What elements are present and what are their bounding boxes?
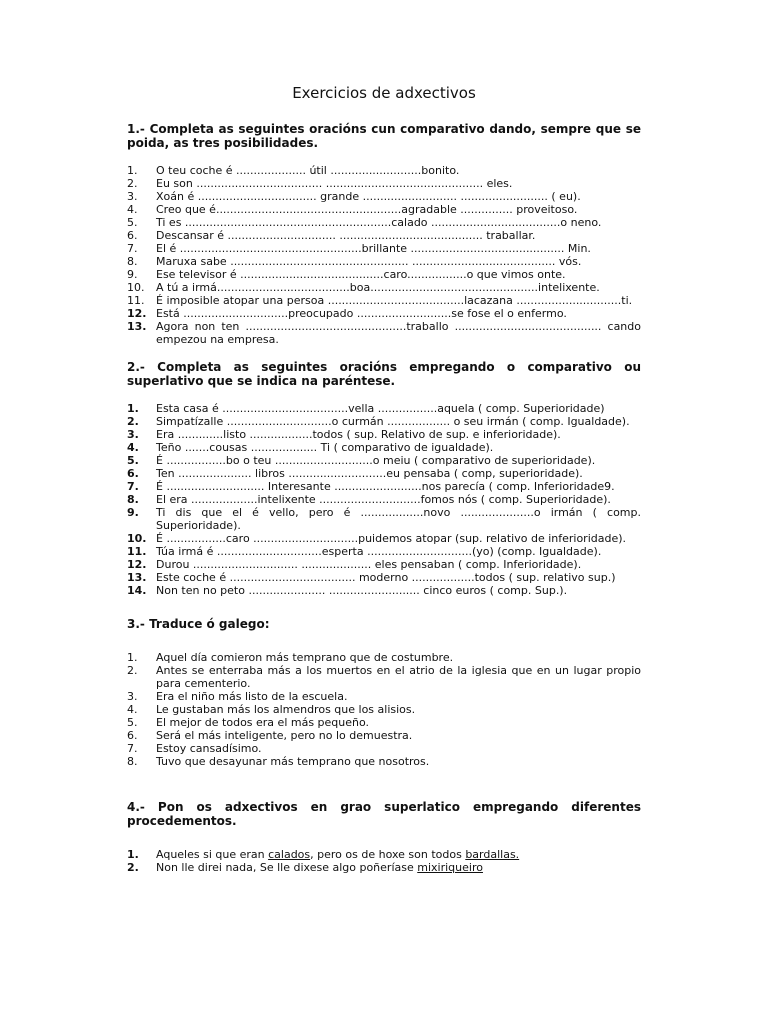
list-item: 9. Ese televisor é .........................................caro.................o que vimos onte. [127, 268, 566, 281]
list-item: 9. Ti dis que el é vello, pero é ..................novo .....................o irmán ( comp. Superioridade). [127, 506, 641, 532]
list-item: 10. A tú a irmá......................................boa................................................intelixente. [127, 281, 600, 294]
section-4-list [127, 848, 641, 874]
section-3-list [127, 651, 641, 768]
section-1-heading: 1.- Completa as seguintes oracións cun comparativo dando, sempre que se poida, as tres posibilidades. [127, 122, 641, 150]
list-item: 4. Creo que é.....................................................agradable ............... proveitoso. [127, 203, 578, 216]
list-item: 1. Aquel día comieron más temprano que de costumbre. [127, 651, 454, 664]
list-item: 12. Durou .............................. .................... eles pensaban ( comp. Inferioridade). [127, 558, 582, 571]
list-item: 8. Maruxa sabe ................................................... ......................................... vós. [127, 255, 582, 268]
list-item: 6. Ten ..................... libros ............................eu pensaba ( comp, superioridade). [127, 467, 583, 480]
list-item: 6. Será el más inteligente, pero no lo demuestra. [127, 729, 413, 742]
list-item: 13. Agora non ten ..............................................traballo .......................................... cando empezou na empresa. [127, 320, 641, 346]
list-item: 8. El era ...................intelixente .............................fomos nós ( comp. Superioridade). [127, 493, 611, 506]
list-item: 1. Esta casa é ....................................vella .................aquela ( comp. Superioridade) [127, 402, 605, 415]
list-item: 11. Túa irmá é ..............................esperta ..............................(yo) (comp. Igualdade). [127, 545, 602, 558]
list-item: 14. Non ten no peto ...................... .......................... cinco euros ( comp. Sup.). [127, 584, 568, 597]
list-item: 10. É .................caro ..............................puidemos atopar (sup. relativo de inferioridade). [127, 532, 627, 545]
list-item: 5. El mejor de todos era el más pequeño. [127, 716, 370, 729]
list-item: 5. Ti es ...........................................................calado .....................................o neno. [127, 216, 602, 229]
list-item: 7. Estoy cansadísimo. [127, 742, 262, 755]
list-item: 7. É ............................ Interesante .........................nos parecía ( comp. Inferioridade9. [127, 480, 615, 493]
list-item: 13. Este coche é .................................... moderno ..................todos ( sup. relativo sup.) [127, 571, 616, 584]
list-item: 1. O teu coche é .................... útil ..........................bonito. [127, 164, 460, 177]
list-item: 1. Aqueles si que eran calados, pero os de hoxe son todos bardallas. [127, 848, 520, 861]
page-title: Exercicios de adxectivos [292, 84, 476, 102]
list-item: 2. Antes se enterraba más a los muertos en el atrio de la iglesia que en un lugar propio para cementerio. [127, 664, 641, 690]
list-item: 8. Tuvo que desayunar más temprano que nosotros. [127, 755, 430, 768]
list-item: 12. Está ..............................preocupado ...........................se fose el o enfermo. [127, 307, 567, 320]
list-item: 7. El é ....................................................brillante ............................................ Min. [127, 242, 591, 255]
section-1-list [127, 164, 641, 346]
list-item: 5. É .................bo o teu ............................o meiu ( comparativo de superioridade). [127, 454, 596, 467]
list-item: 3. Xoán é .................................. grande ........................... ......................... ( eu). [127, 190, 581, 203]
list-item: 2. Non lle direi nada, Se lle dixese algo poñeríase mixiriqueiro [127, 861, 483, 874]
list-item: 2. Eu son .................................... ............................................. eles. [127, 177, 513, 190]
list-item: 4. Le gustaban más los almendros que los alisios. [127, 703, 416, 716]
section-3-heading: 3.- Traduce ó galego: [127, 617, 270, 631]
list-item: 6. Descansar é ............................... ......................................... traballar. [127, 229, 536, 242]
section-2-list [127, 402, 641, 597]
section-2-heading: 2.- Completa as seguintes oracións empregando o comparativo ou superlativo que se indica na paréntese. [127, 360, 641, 388]
section-4-heading: 4.- Pon os adxectivos en grao superlatico empregando diferentes procedementos. [127, 800, 641, 828]
list-item: 3. Era el niño más listo de la escuela. [127, 690, 348, 703]
list-item: 4. Teño .......cousas ................... Ti ( comparativo de igualdade). [127, 441, 494, 454]
list-item: 2. Simpatízalle ..............................o curmán .................. o seu irmán ( comp. Igualdade). [127, 415, 630, 428]
list-item: 11. É imposible atopar una persoa .......................................lacazana ..............................ti. [127, 294, 633, 307]
list-item: 3. Era .............listo ..................todos ( sup. Relativo de sup. e inferioridade). [127, 428, 561, 441]
